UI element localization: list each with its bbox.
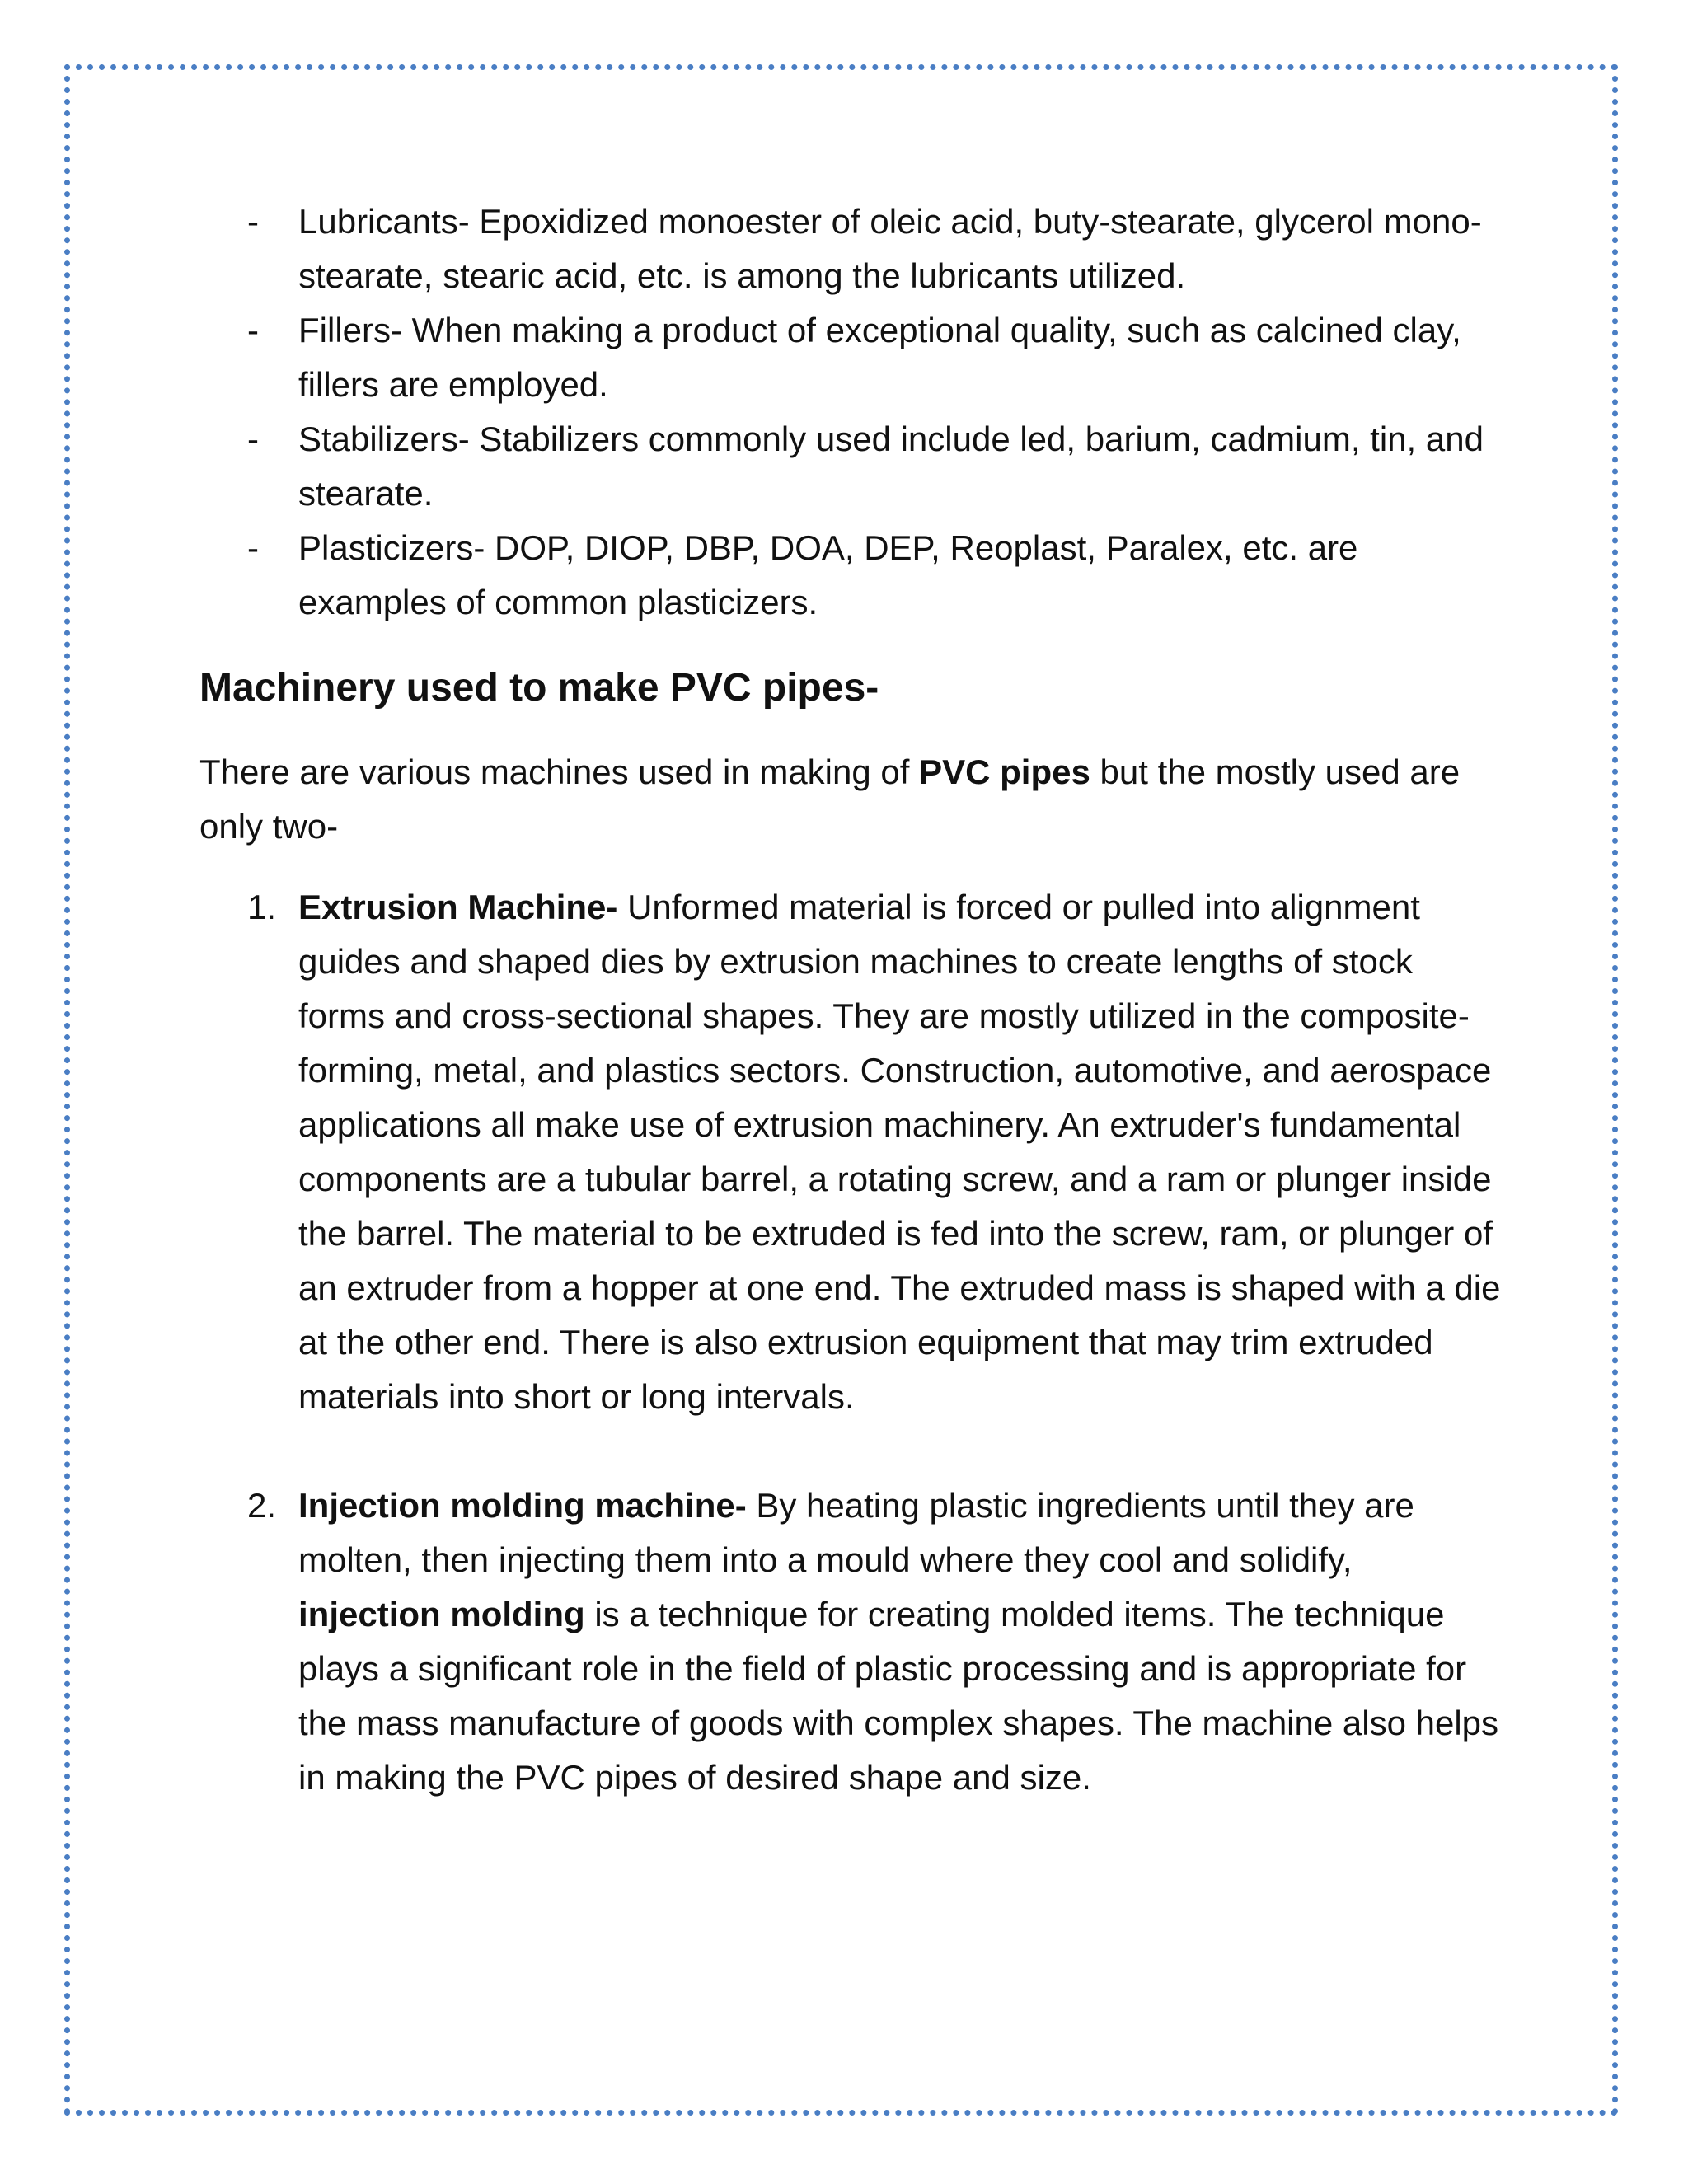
intro-bold: PVC pipes [919, 752, 1090, 791]
intro-paragraph [199, 745, 1502, 854]
list-item [199, 521, 1502, 630]
list-item [199, 412, 1502, 521]
bullet-marker: - [247, 311, 259, 349]
list-item [199, 880, 1502, 1424]
machines-list [199, 880, 1502, 1805]
intro-text-end: but the mostly used are only two- [199, 752, 1461, 846]
item-text-end: is a technique for creating molded items. The technique plays a significant role in the field of plastic processing and is appropriate for the mass manufacture of goods with complex shapes. The machine also helps in making the PVC pipes of desired shape and size. [298, 1595, 1499, 1797]
list-item [199, 303, 1502, 412]
list-item-text: Lubricants- Epoxidized monoester of oleic acid, buty-stearate, glycerol mono-stearate, stearic acid, etc. is among the lubricants utilized. [298, 202, 1482, 295]
list-item [199, 194, 1502, 303]
document-body [199, 194, 1502, 1805]
bullet-marker: - [247, 528, 259, 567]
item-title: Injection molding machine- [298, 1486, 747, 1525]
item-bold-term: injection molding [298, 1595, 585, 1633]
section-heading: Machinery used to make PVC pipes- [199, 666, 879, 710]
bullet-marker: - [247, 202, 259, 241]
item-title: Extrusion Machine- [298, 888, 618, 926]
additives-list [199, 194, 1502, 630]
list-item-text: Plasticizers- DOP, DIOP, DBP, DOA, DEP, Reoplast, Paralex, etc. are examples of common plasticizers. [298, 528, 1358, 621]
bullet-marker: - [247, 419, 259, 458]
list-item [199, 1479, 1502, 1805]
list-number: 2. [247, 1486, 277, 1525]
list-item-text: Stabilizers- Stabilizers commonly used include led, barium, cadmium, tin, and stearate. [298, 419, 1484, 513]
list-number: 1. [247, 888, 277, 926]
list-item-text: Fillers- When making a product of exceptional quality, such as calcined clay, fillers are employed. [298, 311, 1461, 404]
item-text: By heating plastic ingredients until they are molten, then injecting them into a mould where they cool and solidify, [298, 1486, 1414, 1579]
intro-text: There are various machines used in making of [199, 752, 920, 791]
item-text: Unformed material is forced or pulled into alignment guides and shaped dies by extrusion machines to create lengths of stock forms and cross-sectional shapes. They are mostly utilized in the composite-forming, metal, and plastics sectors. Construction, automotive, and aerospace applications all make use of extrusion machinery. An extruder's fundamental components are a tubular barrel, a rotating screw, and a ram or plunger inside the barrel. The material to be extruded is fed into the screw, ram, or plunger of an extruder from a hopper at one end. The extruded mass is shaped with a die at the other end. There is also extrusion equipment that may trim extruded materials into short or long intervals. [298, 888, 1501, 1416]
